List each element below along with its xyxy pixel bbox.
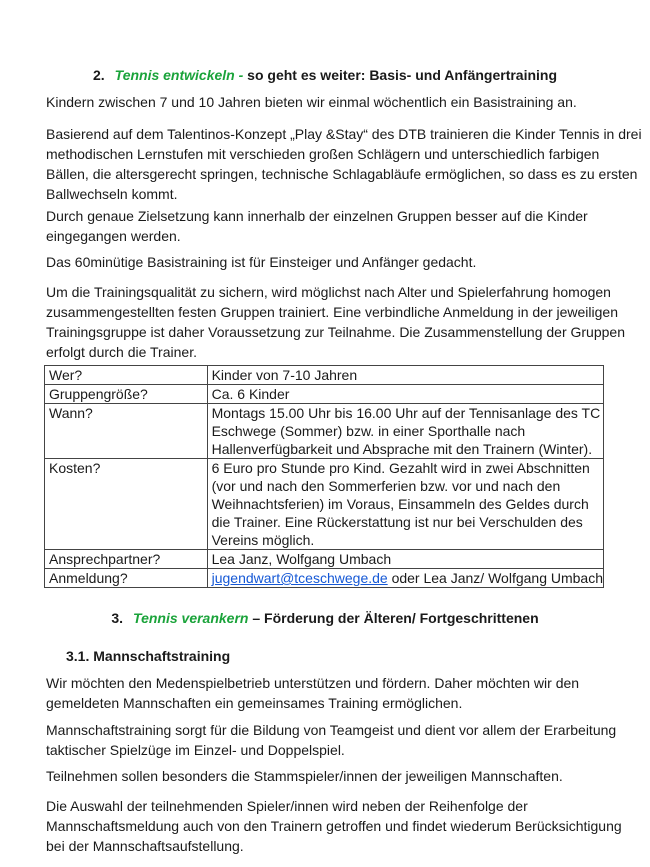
section-3-title: – Förderung der Älteren/ Fortgeschrittenen xyxy=(248,610,539,626)
section-3-1-heading xyxy=(66,647,230,665)
table-row xyxy=(45,404,604,459)
section-2-paragraph-2 xyxy=(46,124,642,204)
paragraph-line: Teilnehmen sollen besonders die Stammspieler/innen der jeweiligen Mannschaften. xyxy=(46,768,563,784)
table-value-line: Weihnachtsferien) im Voraus, Einsammeln des Geldes durch xyxy=(211,496,589,512)
table-value xyxy=(207,385,603,404)
paragraph-line: Das 60minütige Basistraining ist für Einsteiger und Anfänger gedacht. xyxy=(46,254,477,270)
paragraph-line: Um die Trainingsqualität zu sichern, wird möglichst nach Alter und Spielerfahrung homogen xyxy=(46,284,611,300)
table-row xyxy=(45,550,604,569)
table-key: Kosten? xyxy=(45,459,208,550)
section-2-paragraph-3 xyxy=(46,206,606,246)
paragraph-line: bei der Mannschaftsaufstellung. xyxy=(46,838,244,854)
section-2-paragraph-5 xyxy=(46,282,625,362)
section-2-number: 2. xyxy=(92,67,105,83)
section-2-paragraph-1 xyxy=(46,92,606,112)
table-value xyxy=(207,366,603,385)
paragraph-line: Trainingsgruppe ist daher Voraussetzung zur Teilnahme. Die Zusammenstellung der Gruppen xyxy=(46,324,625,340)
paragraph-line: taktischer Spielzüge im Einzel- und Doppelspiel. xyxy=(46,742,345,758)
section-3-paragraph-1 xyxy=(46,673,606,713)
table-value-line: Kinder von 7-10 Jahren xyxy=(211,367,358,383)
paragraph-line: erfolgt durch die Trainer. xyxy=(46,344,197,360)
table-value xyxy=(207,550,603,569)
paragraph-line: Bällen, die altersgerecht springen, technische Schlagabläufe ermöglichen, so dass es zu ersten xyxy=(46,166,638,182)
table-row xyxy=(45,459,604,550)
table-value-line: Eschwege (Sommer) bzw. in einer Sporthalle nach xyxy=(211,423,526,439)
paragraph-line: Wir möchten den Medenspielbetrieb unterstützen und fördern. Daher möchten wir den xyxy=(46,675,580,691)
signup-contact-text: oder Lea Janz/ Wolfgang Umbach xyxy=(387,570,603,586)
table-key: Wer? xyxy=(45,366,208,385)
table-row xyxy=(45,366,604,385)
paragraph-line: eingegangen werden. xyxy=(46,228,181,244)
table-key: Anmeldung? xyxy=(45,569,208,588)
table-value-line xyxy=(212,569,603,587)
paragraph-line: gemeldeten Mannschaften ein gemeinsames Training ermöglichen. xyxy=(46,695,463,711)
table-value-line: Vereins möglich. xyxy=(211,532,315,548)
section-3-1-number: 3.1. xyxy=(66,648,90,664)
paragraph-line: Ballwechseln kommt. xyxy=(46,186,178,202)
paragraph-line: Die Auswahl der teilnehmenden Spieler/innen wird neben der Reihenfolge der xyxy=(46,798,528,814)
section-2-title-highlight: Tennis entwickeln - xyxy=(114,67,244,83)
table-key: Wann? xyxy=(45,404,208,459)
section-3-number: 3. xyxy=(111,610,124,626)
paragraph-line: Kindern zwischen 7 und 10 Jahren bieten wir einmal wöchentlich ein Basistraining an. xyxy=(46,94,577,110)
table-value xyxy=(207,404,603,459)
section-2-heading xyxy=(0,66,650,84)
paragraph-line: Basierend auf dem Talentinos-Konzept „Play &Stay“ des DTB trainieren die Kinder Tennis in drei xyxy=(46,126,642,142)
table-value-line: die Trainer. Eine Rückerstattung ist nur bei Verschulden des xyxy=(211,514,583,530)
table-key: Ansprechpartner? xyxy=(45,550,208,569)
table-value-line: Ca. 6 Kinder xyxy=(211,386,290,402)
table-row xyxy=(45,569,604,588)
table-value xyxy=(207,459,603,550)
paragraph-line: methodischen Lernstufen mit verschieden großen Schlägern und unterschiedlich farbigen xyxy=(46,146,600,162)
table-value-line: 6 Euro pro Stunde pro Kind. Gezahlt wird in zwei Abschnitten xyxy=(211,460,590,476)
table-value xyxy=(207,569,603,588)
section-3-paragraph-3 xyxy=(46,766,606,786)
section-2-paragraph-4 xyxy=(46,252,606,272)
paragraph-line: zusammengestellten festen Gruppen trainiert. Eine verbindliche Anmeldung in der jeweiligen xyxy=(46,304,618,320)
table-value-line: Lea Janz, Wolfgang Umbach xyxy=(211,551,392,567)
table-value-line: Montags 15.00 Uhr bis 16.00 Uhr auf der Tennisanlage des TC xyxy=(211,405,601,421)
section-3-paragraph-2 xyxy=(46,720,617,760)
section-3-heading xyxy=(0,609,650,627)
paragraph-line: Mannschaftstraining sorgt für die Bildung von Teamgeist und dient vor allem der Erarbeitung xyxy=(46,722,617,738)
table-value-line: Hallenverfügbarkeit und Absprache mit den Trainern (Winter). xyxy=(211,441,593,457)
training-info-table xyxy=(44,365,604,588)
signup-email-link[interactable]: jugendwart@tceschwege.de xyxy=(211,570,388,586)
table-row xyxy=(45,385,604,404)
section-3-1-title: Mannschaftstraining xyxy=(93,648,231,664)
section-3-title-highlight: Tennis verankern xyxy=(133,610,249,626)
paragraph-line: Durch genaue Zielsetzung kann innerhalb der einzelnen Gruppen besser auf die Kinder xyxy=(46,208,588,224)
paragraph-line: Mannschaftsmeldung auch von den Trainern getroffen und findet wiederum Berücksichtigung xyxy=(46,818,622,834)
table-value-line: (vor und nach den Sommerferien bzw. vor und nach den xyxy=(211,478,561,494)
section-2-title: so geht es weiter: Basis- und Anfängertraining xyxy=(243,67,558,83)
section-3-paragraph-4 xyxy=(46,796,622,856)
table-key: Gruppengröße? xyxy=(45,385,208,404)
